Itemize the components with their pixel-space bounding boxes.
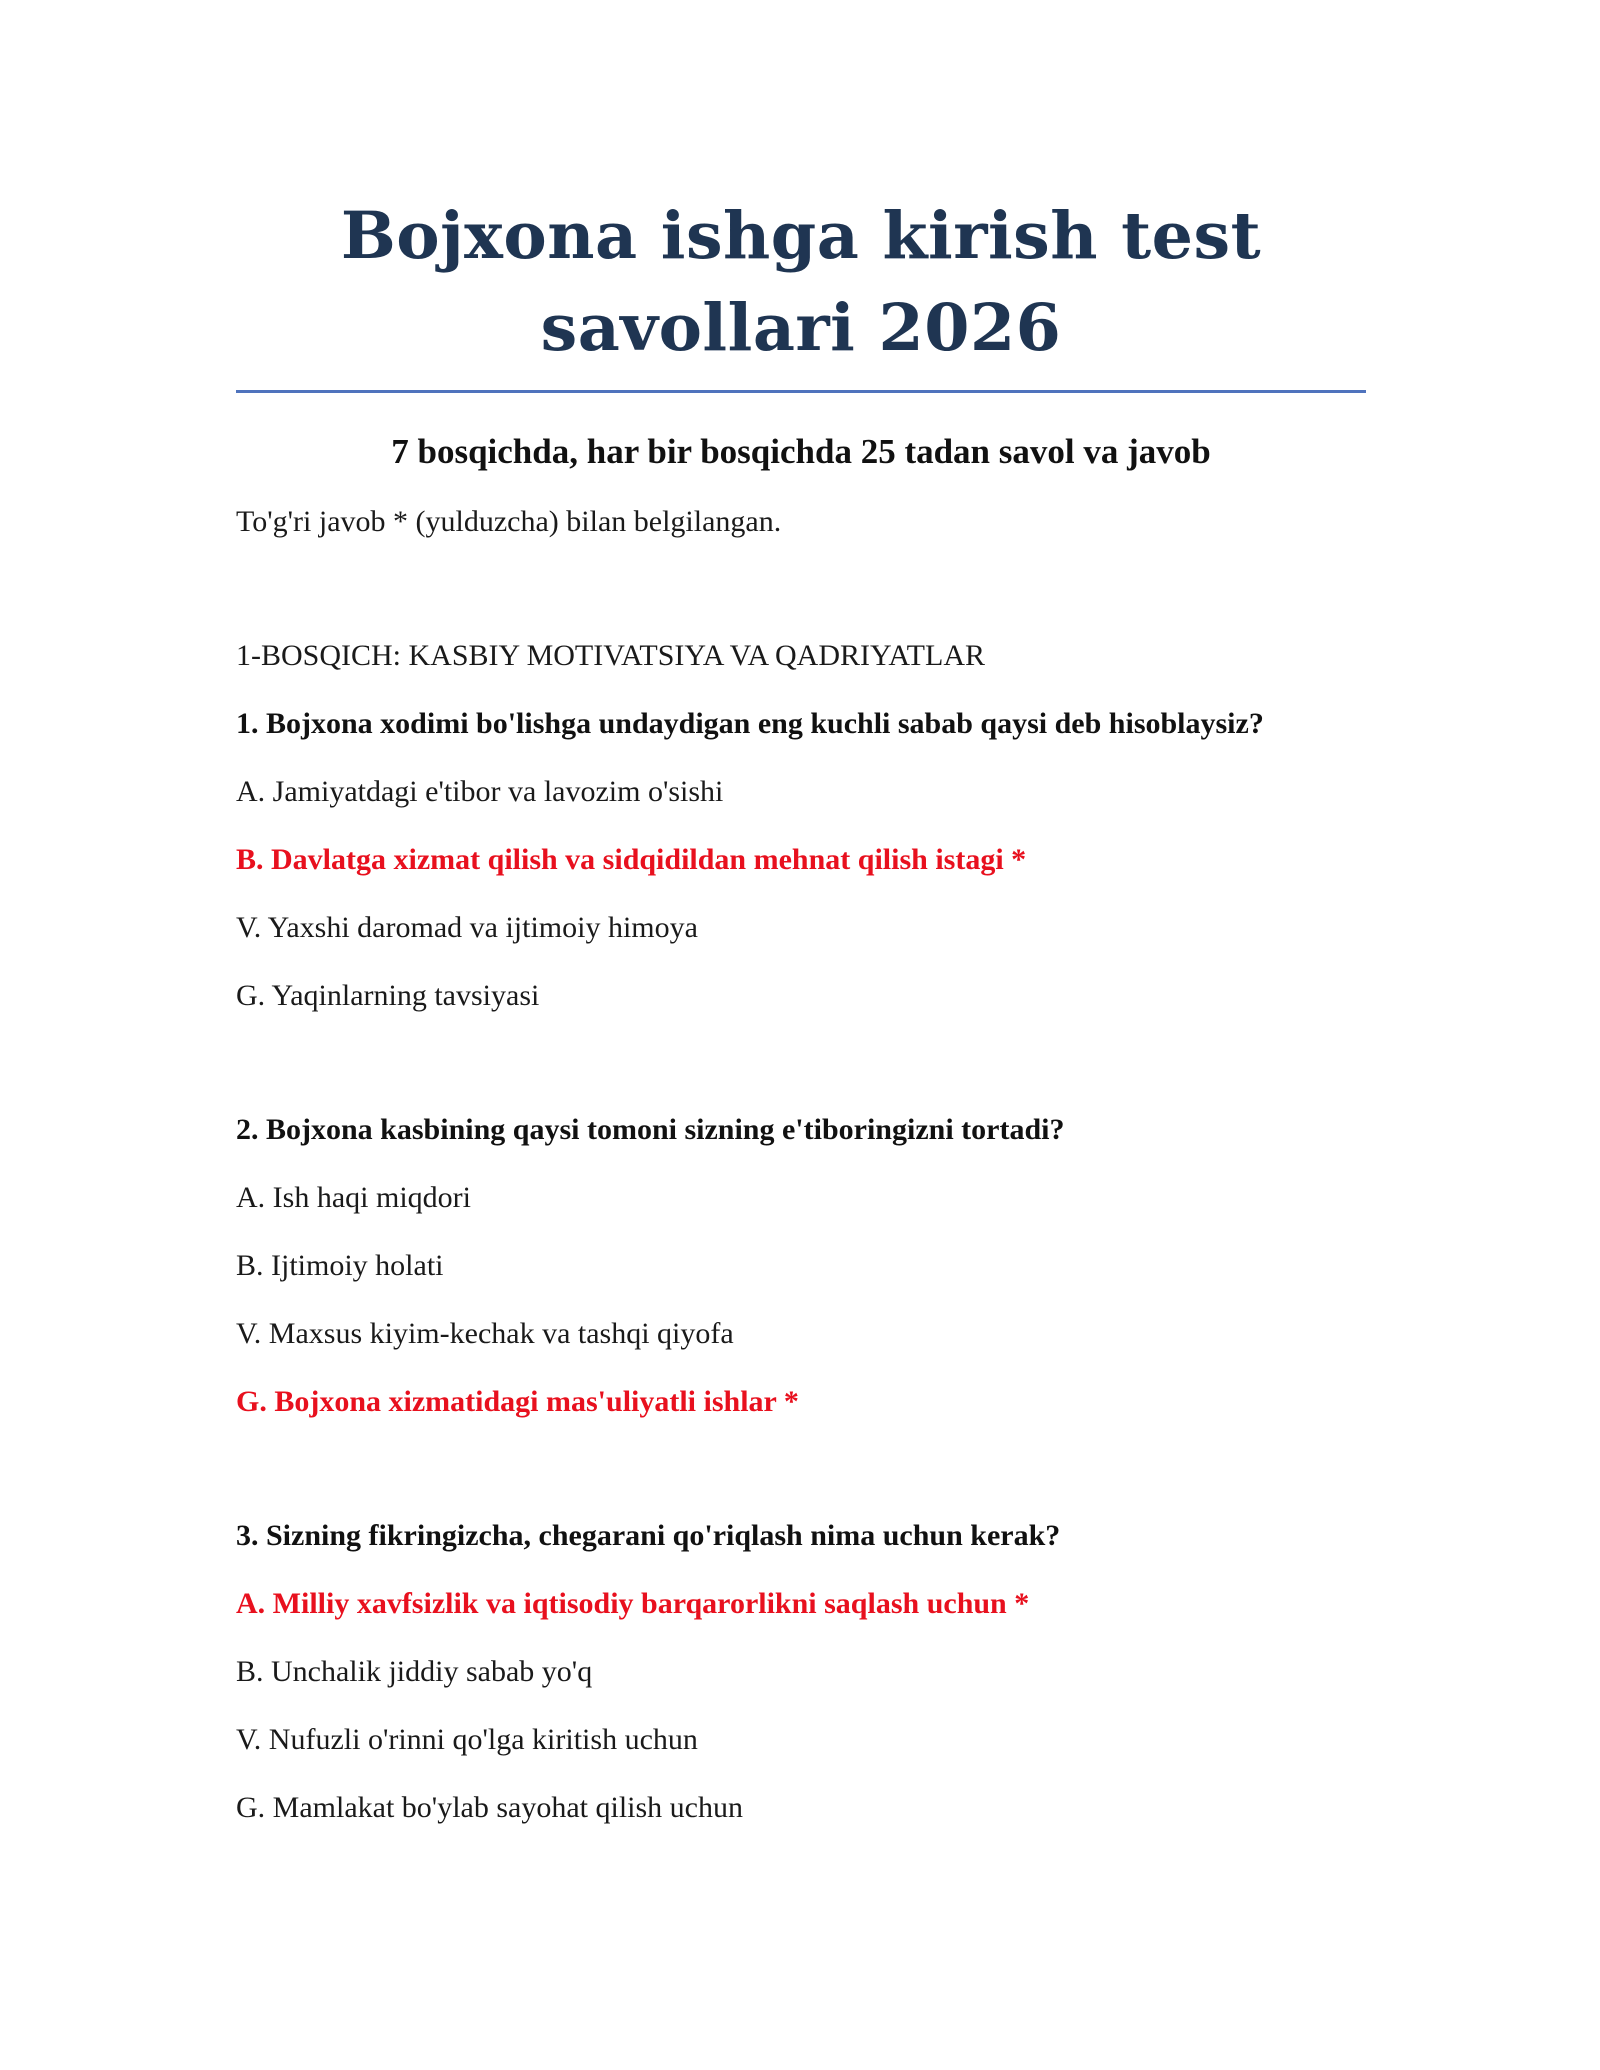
title-line-1: Bojxona ishga kirish test [340,198,1262,274]
answer-option-correct: G. Bojxona xizmatidagi mas'uliyatli ishlar * [236,1385,799,1418]
document-subtitle: 7 bosqichda, har bir bosqichda 25 tadan savol va javob [391,432,1211,471]
question-block [236,1517,1366,1827]
answer-option: G. Yaqinlarning tavsiyasi [236,979,540,1012]
title-divider [236,390,1366,393]
document-content [236,190,1366,1827]
document-title [236,190,1366,374]
question-block [236,705,1366,1015]
answer-option: G. Mamlakat bo'ylab sayohat qilish uchun [236,1791,743,1824]
answer-option: V. Maxsus kiyim-kechak va tashqi qiyofa [236,1317,734,1350]
question-text: 2. Bojxona kasbining qaysi tomoni sizning e'tiboringizni tortadi? [236,1113,1065,1146]
answer-option: B. Ijtimoiy holati [236,1249,444,1282]
section-heading: 1-BOSQICH: KASBIY MOTIVATSIYA VA QADRIYATLAR [236,639,985,672]
answer-option-correct: B. Davlatga xizmat qilish va sidqidildan mehnat qilish istagi * [236,843,1027,876]
question-text: 3. Sizning fikringizcha, chegarani qo'riqlash nima uchun kerak? [236,1519,1061,1552]
question-text: 1. Bojxona xodimi bo'lishga undaydigan eng kuchli sabab qaysi deb hisoblaysiz? [236,707,1264,740]
answer-option: V. Nufuzli o'rinni qo'lga kiritish uchun [236,1723,698,1756]
answer-option: A. Ish haqi miqdori [236,1181,471,1214]
question-block [236,1111,1366,1421]
legend-note: To'g'ri javob * (yulduzcha) bilan belgilangan. [236,505,782,538]
answer-option-correct: A. Milliy xavfsizlik va iqtisodiy barqarorlikni saqlash uchun * [236,1587,1030,1620]
answer-option: A. Jamiyatdagi e'tibor va lavozim o'sishi [236,775,724,808]
title-line-2: savollari 2026 [540,290,1062,366]
answer-option: V. Yaxshi daromad va ijtimoiy himoya [236,911,698,944]
answer-option: B. Unchalik jiddiy sabab yo'q [236,1655,593,1688]
